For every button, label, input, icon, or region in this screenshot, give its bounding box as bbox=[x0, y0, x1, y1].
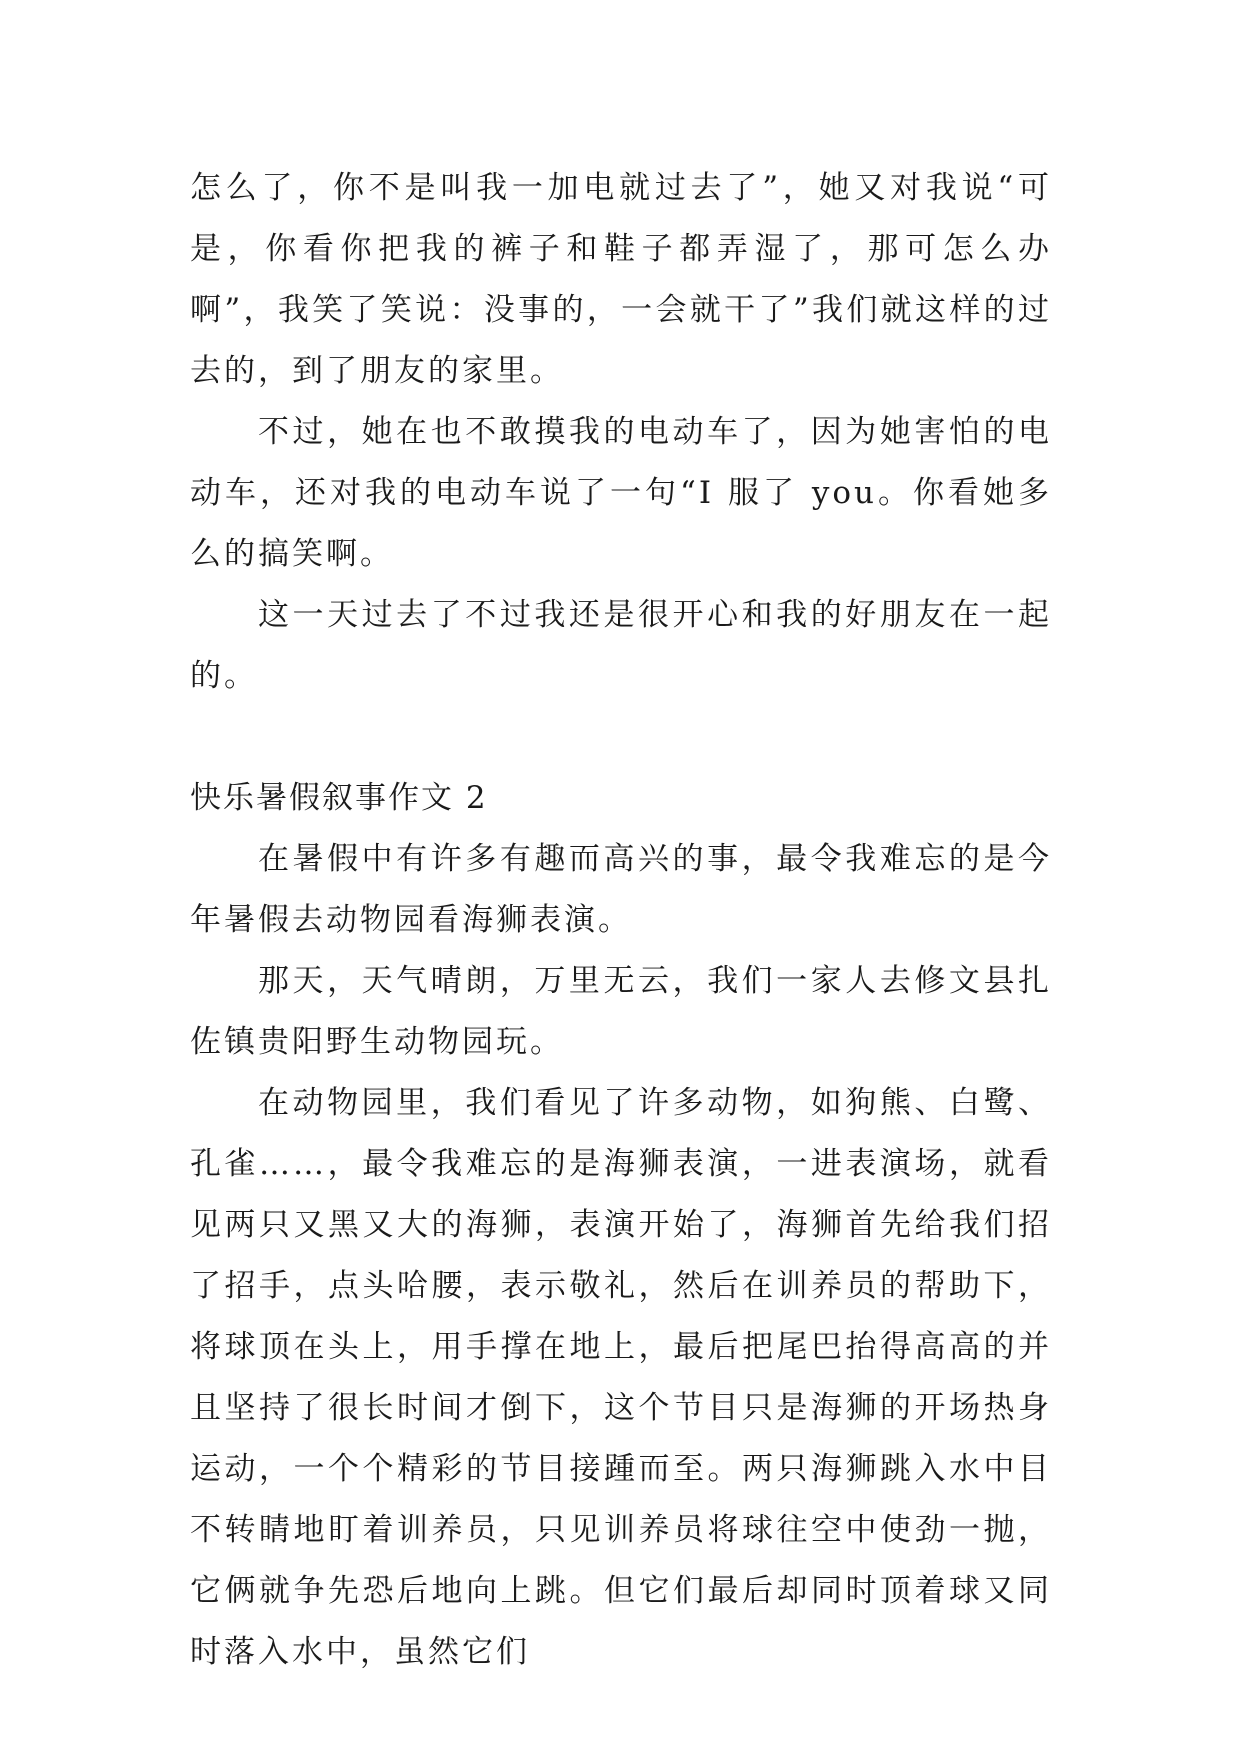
section-spacer bbox=[190, 707, 1052, 768]
paragraph-electric-bike: 不过，她在也不敢摸我的电动车了，因为她害怕的电动车，还对我的电动车说了一句“I 服了 you。你看她多么的搞笑啊。 bbox=[190, 414, 1052, 572]
paragraph-intro: 在暑假中有许多有趣而高兴的事，最令我难忘的是今年暑假去动物园看海狮表演。 bbox=[190, 841, 1052, 938]
paragraph-weather: 那天，天气晴朗，万里无云，我们一家人去修文县扎佐镇贵阳野生动物园玩。 bbox=[190, 963, 1052, 1060]
document-body bbox=[190, 158, 1052, 1683]
paragraph-sea-lion-show: 在动物园里，我们看见了许多动物，如狗熊、白鹭、孔雀……，最令我难忘的是海狮表演，一进表演场，就看见两只又黑又大的海狮，表演开始了，海狮首先给我们招了招手，点头哈腰，表示敬礼，然后在训养员的帮助下，将球顶在头上，用手撑在地上，最后把尾巴抬得高高的并且坚持了很长时间才倒下，这个节目只是海狮的开场热身运动，一个个精彩的节目接踵而至。两只海狮跳入水中目不转睛地盯着训养员，只见训养员将球往空中使劲一抛，它俩就争先恐后地向上跳。但它们最后却同时顶着球又同时落入水中，虽然它们 bbox=[190, 1085, 1052, 1670]
paragraph-continuation: 怎么了，你不是叫我一加电就过去了”，她又对我说“可是，你看你把我的裤子和鞋子都弄湿了，那可怎么办啊”，我笑了笑说：没事的，一会就干了”我们就这样的过去的，到了朋友的家里。 bbox=[190, 170, 1052, 389]
paragraph-day-end: 这一天过去了不过我还是很开心和我的好朋友在一起的。 bbox=[190, 597, 1052, 694]
essay-title: 快乐暑假叙事作文 2 bbox=[190, 780, 488, 816]
